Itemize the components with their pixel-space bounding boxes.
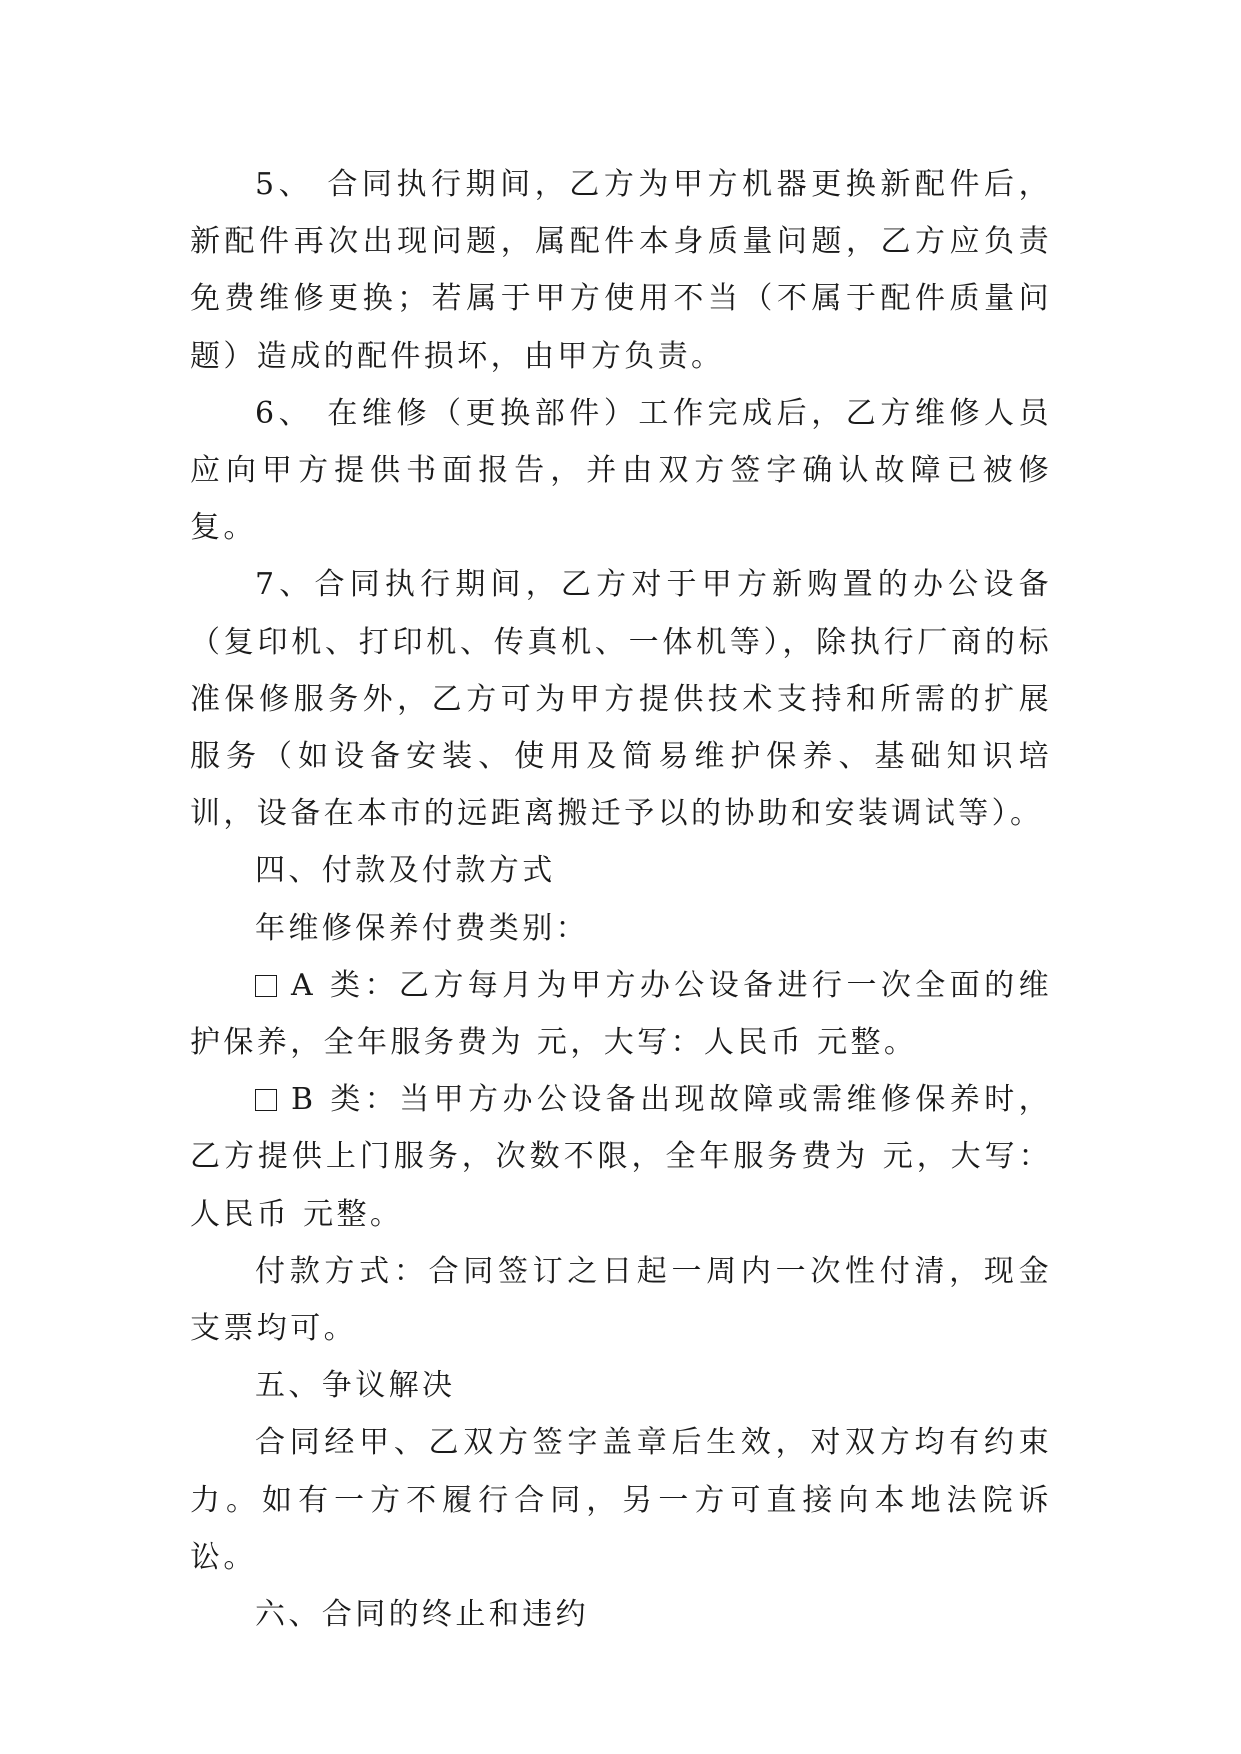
option-b (190, 1071, 1052, 1243)
option-a-text: A 类：乙方每月为甲方办公设备进行一次全面的维护保养，全年服务费为 元，大写：人民币 元整。 (190, 967, 1052, 1061)
payment-method: 付款方式：合同签订之日起一周内一次性付清，现金支票均可。 (190, 1253, 1052, 1347)
option-b-text: B 类：当甲方办公设备出现故障或需维修保养时，乙方提供上门服务，次数不限，全年服务费为 元，大写：人民币 元整。 (190, 1082, 1052, 1232)
clause-7: 7、合同执行期间，乙方对于甲方新购置的办公设备（复印机、打印机、传真机、一体机等），除执行厂商的标准保修服务外，乙方可为甲方提供技术支持和所需的扩展服务（如设备安装、使用及简易维护保养、基础知识培训，设备在本市的远距离搬迁予以的协助和安装调试等）。 (190, 567, 1052, 832)
option-b-checkbox[interactable] (255, 1089, 277, 1111)
section-5-heading: 五、争议解决 (255, 1368, 456, 1404)
clause-6: 6、 在维修（更换部件）工作完成后，乙方维修人员应向甲方提供书面报告，并由双方签字确认故障已被修复。 (190, 395, 1052, 546)
contract-body (190, 156, 1052, 1643)
dispute-text: 合同经甲、乙双方签字盖章后生效，对双方均有约束力。如有一方不履行合同，另一方可直接向本地法院诉讼。 (190, 1425, 1052, 1575)
option-a (190, 957, 1052, 1071)
clause-5: 5、 合同执行期间，乙方为甲方机器更换新配件后，新配件再次出现问题，属配件本身质量问题，乙方应负责免费维修更换；若属于甲方使用不当（不属于配件质量问题）造成的配件损坏，由甲方负责。 (190, 167, 1052, 374)
fee-category-label: 年维修保养付费类别： (255, 910, 589, 946)
option-a-checkbox[interactable] (255, 975, 277, 997)
section-6-heading: 六、合同的终止和违约 (255, 1597, 589, 1633)
section-4-heading: 四、付款及付款方式 (255, 853, 556, 889)
